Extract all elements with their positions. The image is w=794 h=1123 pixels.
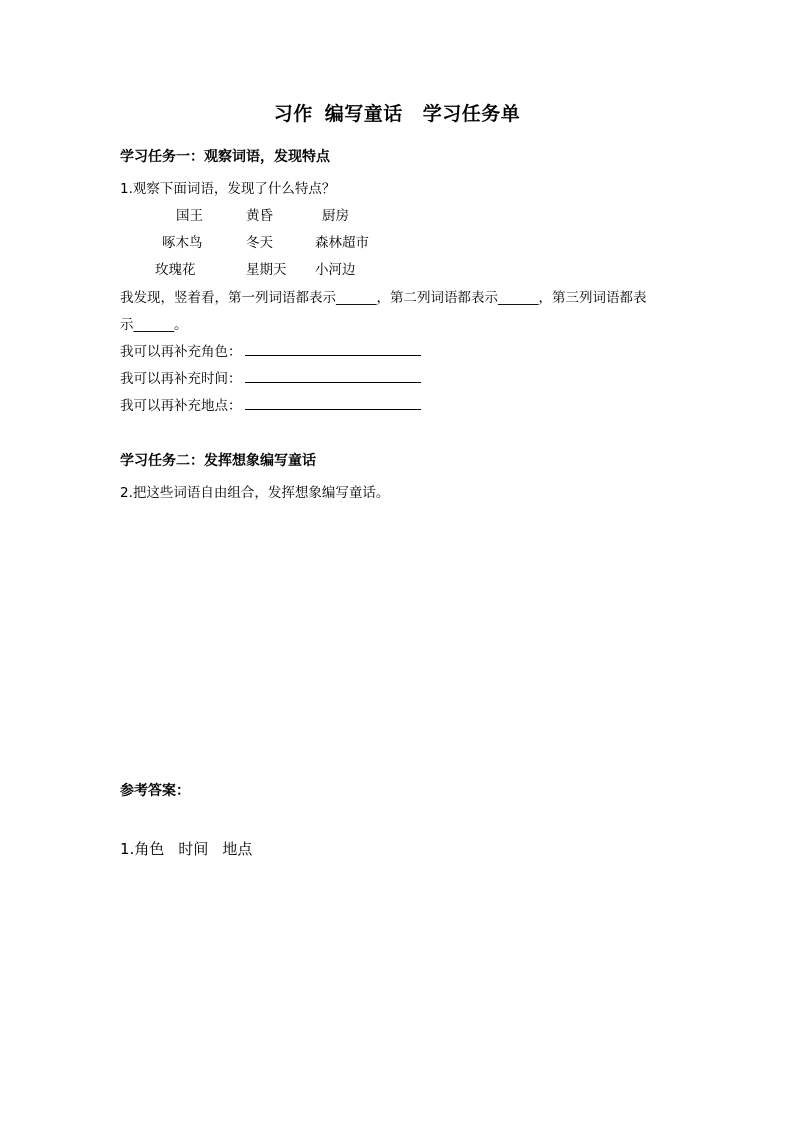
supplement-role-blank[interactable]: [245, 342, 421, 356]
answer-prefix: 1.: [120, 840, 135, 858]
task1-heading: 学习任务一：观察词语，发现特点: [120, 149, 330, 165]
word-r2-c1: 啄木鸟: [162, 235, 203, 251]
answer-item-role: 角色: [134, 840, 165, 858]
title-part-1: 习作: [273, 103, 313, 125]
page-title: [0, 99, 794, 126]
word-r1-c1: 国王: [176, 208, 203, 224]
answers-heading: 参考答案：: [120, 783, 190, 799]
word-r1-c3: 厨房: [322, 208, 349, 224]
answer-item-time: 时间: [178, 840, 209, 858]
word-r3-c3: 小河边: [315, 262, 356, 278]
supplement-role-label: 我可以再补充角色：: [120, 344, 242, 360]
word-r2-c3: 森林超市: [315, 235, 369, 251]
supplement-time-row: [120, 367, 421, 387]
discover-line-1: 我发现，竖着看，第一列词语都表示______，第二列词语都表示______，第三列词语都表: [120, 290, 647, 306]
answers-line: [120, 838, 252, 859]
supplement-role-row: [120, 340, 421, 360]
task2-heading: 学习任务二：发挥想象编写童话: [120, 453, 316, 469]
task2-question: 2.把这些词语自由组合，发挥想象编写童话。: [120, 485, 390, 501]
supplement-place-row: [120, 394, 421, 414]
word-r3-c2: 星期天: [246, 262, 287, 278]
word-r2-c2: 冬天: [246, 235, 273, 251]
discover-line-2: 示______。: [120, 317, 188, 333]
task1-question: 1.观察下面词语，发现了什么特点？: [120, 181, 336, 197]
supplement-place-blank[interactable]: [245, 396, 421, 410]
word-r1-c2: 黄昏: [246, 208, 273, 224]
supplement-time-label: 我可以再补充时间：: [120, 371, 242, 387]
answer-item-place: 地点: [222, 840, 253, 858]
supplement-time-blank[interactable]: [245, 369, 421, 383]
title-part-2: 编写童话: [324, 103, 403, 125]
word-r3-c1: 玫瑰花: [155, 262, 196, 278]
supplement-place-label: 我可以再补充地点：: [120, 398, 242, 414]
title-part-3: 学习任务单: [422, 103, 521, 125]
